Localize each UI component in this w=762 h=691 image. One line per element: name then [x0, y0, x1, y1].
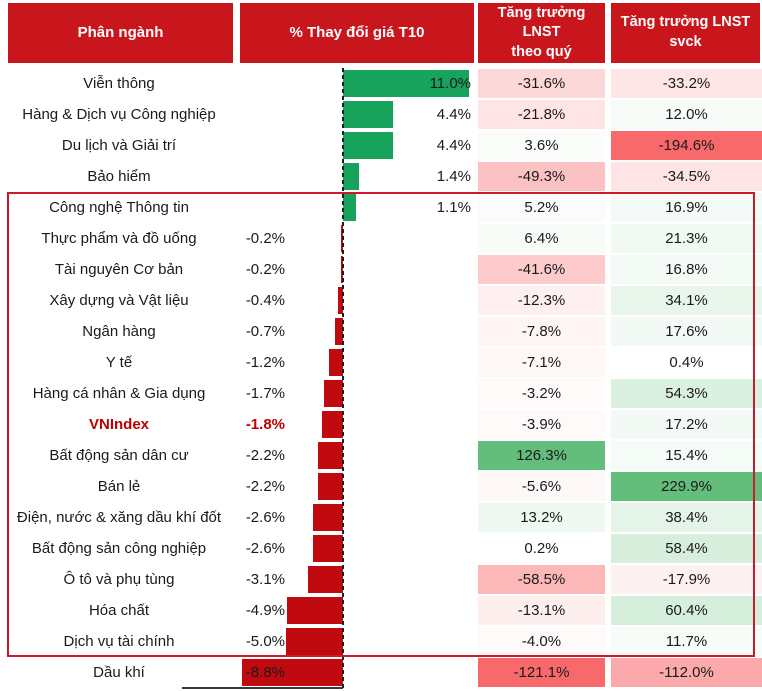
chart-baseline-tick: [182, 687, 343, 689]
price-change-value: -1.7%: [245, 385, 285, 402]
profit-growth-yoy-cell: 17.2%: [611, 410, 762, 439]
profit-growth-qoq-cell: -12.3%: [478, 286, 605, 315]
price-change-value: -2.2%: [245, 478, 285, 495]
profit-growth-qoq-cell: 6.4%: [478, 224, 605, 253]
header-price-change-label: % Thay đổi giá T10: [289, 23, 425, 41]
header-sector-label: Phân ngành: [77, 23, 164, 41]
price-change-bar: [287, 597, 343, 624]
profit-growth-qoq-cell: -7.8%: [478, 317, 605, 346]
price-change-bar: [318, 473, 343, 500]
price-change-bar: [313, 535, 343, 562]
price-change-bar-cell: [238, 409, 474, 440]
header-profit-qoq-column: [478, 3, 605, 63]
profit-growth-yoy-cell: 34.1%: [611, 286, 762, 315]
profit-growth-yoy-cell: -34.5%: [611, 162, 762, 191]
table-row: [0, 68, 762, 99]
profit-growth-yoy-cell: 16.8%: [611, 255, 762, 284]
price-change-bar-cell: [238, 564, 474, 595]
price-change-bar-cell: [238, 471, 474, 502]
profit-growth-qoq-cell: -31.6%: [478, 69, 605, 98]
price-change-value: -4.9%: [245, 602, 285, 619]
price-change-bar-cell: [238, 316, 474, 347]
header-profit-yoy-line2: svck: [669, 34, 702, 50]
price-change-bar-cell: [238, 533, 474, 564]
profit-growth-qoq-cell: -49.3%: [478, 162, 605, 191]
header-sector-column: [8, 3, 233, 63]
price-change-value: 11.0%: [429, 75, 471, 92]
profit-growth-yoy-cell: 17.6%: [611, 317, 762, 346]
price-change-value: 1.1%: [436, 199, 471, 216]
profit-growth-yoy-cell: 0.4%: [611, 348, 762, 377]
sector-name: VNIndex: [88, 416, 149, 433]
table-row: [0, 285, 762, 316]
sector-name: Bảo hiểm: [87, 168, 151, 185]
price-change-bar: [343, 132, 393, 159]
profit-growth-yoy-cell: -112.0%: [611, 658, 762, 687]
table-row: [0, 378, 762, 409]
table-row: [0, 254, 762, 285]
price-change-bar: [343, 194, 356, 221]
profit-growth-qoq-cell: 3.6%: [478, 131, 605, 160]
profit-growth-qoq-cell: -3.9%: [478, 410, 605, 439]
table-row: [0, 502, 762, 533]
price-change-bar-cell: [238, 161, 474, 192]
price-change-value: -1.2%: [245, 354, 285, 371]
profit-growth-yoy-cell: 60.4%: [611, 596, 762, 625]
profit-growth-qoq-cell: 0.2%: [478, 534, 605, 563]
sector-name: Bán lẻ: [97, 478, 141, 495]
sector-name: Hóa chất: [88, 602, 150, 619]
price-change-value: 4.4%: [436, 106, 471, 123]
table-rows: [0, 68, 762, 688]
table-row: [0, 192, 762, 223]
price-change-bar-cell: [238, 223, 474, 254]
table-row: [0, 657, 762, 688]
price-change-bar: [286, 628, 343, 655]
zero-axis-line: [342, 68, 344, 688]
sector-name: Bất động sản công nghiệp: [31, 540, 207, 557]
table-row: [0, 130, 762, 161]
price-change-value: -8.8%: [245, 664, 285, 681]
price-change-bar-cell: [238, 130, 474, 161]
profit-growth-yoy-cell: 38.4%: [611, 503, 762, 532]
header-profit-qoq-line2: theo quý: [511, 43, 572, 60]
price-change-bar: [313, 504, 343, 531]
sector-name: Viễn thông: [83, 75, 155, 92]
price-change-bar: [318, 442, 343, 469]
header-profit-yoy-column: [611, 3, 760, 63]
price-change-value: -0.7%: [245, 323, 285, 340]
table-row: [0, 99, 762, 130]
price-change-bar-cell: [238, 347, 474, 378]
profit-growth-qoq-cell: -21.8%: [478, 100, 605, 129]
table-row: [0, 316, 762, 347]
price-change-bar: [308, 566, 343, 593]
profit-growth-yoy-cell: 229.9%: [611, 472, 762, 501]
price-change-bar: [343, 163, 359, 190]
price-change-value: -2.6%: [245, 509, 285, 526]
profit-growth-qoq-cell: -3.2%: [478, 379, 605, 408]
profit-growth-qoq-cell: -4.0%: [478, 627, 605, 656]
price-change-value: -0.4%: [245, 292, 285, 309]
profit-growth-qoq-cell: -121.1%: [478, 658, 605, 687]
sector-name: Hàng & Dịch vụ Công nghiệp: [22, 106, 216, 123]
price-change-bar-cell: [238, 99, 474, 130]
sector-name: Bất động sản dân cư: [49, 447, 189, 464]
profit-growth-yoy-cell: 12.0%: [611, 100, 762, 129]
price-change-bar: [324, 380, 343, 407]
price-change-bar-cell: [238, 502, 474, 533]
price-change-bar-cell: [238, 285, 474, 316]
header-price-change-column: [240, 3, 474, 63]
profit-growth-yoy-cell: 58.4%: [611, 534, 762, 563]
table-row: [0, 161, 762, 192]
price-change-bar: [329, 349, 343, 376]
sector-name: Ô tô và phụ tùng: [63, 571, 175, 588]
sector-name: Điện, nước & xăng dầu khí đốt: [16, 509, 222, 526]
price-change-bar-cell: [238, 192, 474, 223]
price-change-value: -0.2%: [245, 230, 285, 247]
profit-growth-yoy-cell: 21.3%: [611, 224, 762, 253]
price-change-value: -2.6%: [245, 540, 285, 557]
table-row: [0, 409, 762, 440]
price-change-value: -0.2%: [245, 261, 285, 278]
profit-growth-yoy-cell: 54.3%: [611, 379, 762, 408]
price-change-bar-cell: [238, 68, 474, 99]
sector-name: Ngân hàng: [82, 323, 156, 340]
price-change-value: -2.2%: [245, 447, 285, 464]
table-row: [0, 533, 762, 564]
price-change-bar-cell: [238, 595, 474, 626]
sector-name: Du lịch và Giải trí: [61, 137, 177, 154]
header-profit-yoy-line1: Tăng trưởng LNST: [620, 14, 751, 31]
profit-growth-qoq-cell: 5.2%: [478, 193, 605, 222]
table-row: [0, 440, 762, 471]
profit-growth-qoq-cell: -58.5%: [478, 565, 605, 594]
price-change-bar-cell: [238, 657, 474, 688]
price-change-bar-cell: [238, 254, 474, 285]
sector-name: Dầu khí: [93, 664, 145, 681]
sector-name: Dịch vụ tài chính: [63, 633, 175, 650]
sector-name: Thực phẩm và đồ uống: [41, 230, 197, 247]
profit-growth-yoy-cell: -33.2%: [611, 69, 762, 98]
price-change-value: 1.4%: [436, 168, 471, 185]
profit-growth-qoq-cell: 13.2%: [478, 503, 605, 532]
table-row: [0, 347, 762, 378]
profit-growth-yoy-cell: 11.7%: [611, 627, 762, 656]
table-row: [0, 595, 762, 626]
header-profit-qoq-line1: Tăng trưởng LNST: [497, 4, 586, 41]
price-change-bar-cell: [238, 378, 474, 409]
profit-growth-yoy-cell: -17.9%: [611, 565, 762, 594]
table-row: [0, 471, 762, 502]
profit-growth-qoq-cell: -5.6%: [478, 472, 605, 501]
profit-growth-qoq-cell: -7.1%: [478, 348, 605, 377]
price-change-value: 4.4%: [436, 137, 471, 154]
table-row: [0, 626, 762, 657]
price-change-value: -1.8%: [245, 416, 285, 433]
profit-growth-qoq-cell: 126.3%: [478, 441, 605, 470]
sector-name: Y tế: [105, 354, 133, 371]
price-change-value: -3.1%: [245, 571, 285, 588]
sector-name: Tài nguyên Cơ bản: [54, 261, 184, 278]
sector-name: Xây dựng và Vật liệu: [49, 292, 189, 309]
profit-growth-yoy-cell: 15.4%: [611, 441, 762, 470]
price-change-bar: [343, 101, 393, 128]
table-row: [0, 223, 762, 254]
table-row: [0, 564, 762, 595]
price-change-bar-cell: [238, 626, 474, 657]
profit-growth-yoy-cell: 16.9%: [611, 193, 762, 222]
price-change-value: -5.0%: [245, 633, 285, 650]
price-change-bar: [322, 411, 343, 438]
profit-growth-qoq-cell: -41.6%: [478, 255, 605, 284]
profit-growth-yoy-cell: -194.6%: [611, 131, 762, 160]
profit-growth-qoq-cell: -13.1%: [478, 596, 605, 625]
sector-name: Hàng cá nhân & Gia dụng: [32, 385, 206, 402]
sector-name: Công nghệ Thông tin: [49, 199, 189, 216]
price-change-bar-cell: [238, 440, 474, 471]
